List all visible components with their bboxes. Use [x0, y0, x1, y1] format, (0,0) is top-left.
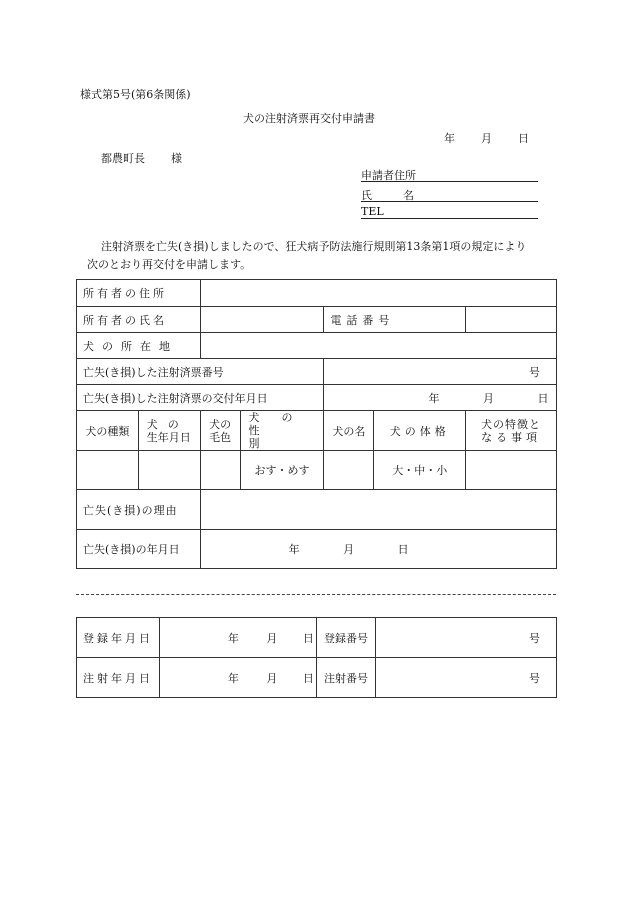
form-number: 様式第5号(第6条関係): [80, 88, 191, 101]
inj-day-label: 日: [302, 671, 314, 685]
inj-month-label: 月: [266, 671, 278, 685]
birth-date-field[interactable]: [138, 451, 200, 490]
date-year-label: 年: [444, 132, 455, 145]
reg-year-label: 年: [227, 631, 239, 645]
injection-date-label: 注射年月日: [77, 658, 160, 698]
go-label: 号: [529, 365, 540, 379]
phone-number-label: 電話番号: [324, 307, 466, 333]
phone-number-field[interactable]: [466, 307, 557, 333]
owner-name-row: [77, 307, 557, 333]
col-color-line2: 毛色: [209, 430, 232, 444]
loss-reason-label: 亡失(き損)の理由: [77, 490, 201, 530]
month-label: 月: [482, 391, 494, 405]
honorific: 様: [171, 152, 182, 165]
loss-date-label: 亡失(き損)の年月日: [77, 530, 201, 569]
day-label: 日: [537, 391, 549, 405]
applicant-address-label: 申請者住所: [361, 169, 416, 182]
loss-day-label: 日: [397, 543, 409, 556]
owner-address-label: 所有者の住所: [77, 280, 201, 307]
dog-detail-header-row: [77, 411, 557, 451]
lost-tag-number-row: [77, 359, 557, 385]
owner-address-field[interactable]: [200, 280, 556, 307]
injection-number-label: 注射番号: [316, 658, 376, 698]
owner-name-field[interactable]: [200, 307, 324, 333]
cut-line-divider: [76, 594, 556, 595]
loss-date-field[interactable]: [200, 530, 556, 569]
registration-number-field[interactable]: [376, 618, 557, 658]
col-color-header: [200, 411, 240, 451]
application-date: [444, 130, 455, 146]
loss-year-label: 年: [288, 543, 300, 556]
sex-field[interactable]: おす・めす: [240, 451, 324, 490]
office-use-table: [76, 617, 557, 698]
applicant-name-label-1: 氏: [361, 189, 372, 202]
body-text-line1: 注射済票を亡失(き損)しましたので、狂犬病予防法施行規則第13条第1項の規定により: [101, 240, 527, 253]
registration-date-label: 登録年月日: [77, 618, 160, 658]
injection-number-field[interactable]: [376, 658, 557, 698]
applicant-tel-line: [361, 218, 538, 219]
lost-tag-number-label: 亡失(き損)した注射済票番号: [77, 359, 324, 385]
owner-name-label: 所有者の氏名: [77, 307, 201, 333]
features-field[interactable]: [466, 451, 557, 490]
col-sex-header: [240, 411, 324, 451]
reg-go-label: 号: [529, 631, 540, 645]
body-text-line2: 次のとおり再交付を申請します。: [87, 258, 252, 271]
dog-name-field[interactable]: [324, 451, 374, 490]
dog-location-field[interactable]: [200, 333, 556, 359]
loss-month-label: 月: [343, 543, 355, 556]
col-features-header: [466, 411, 557, 451]
applicant-name-label-2: 名: [403, 189, 414, 202]
application-table: [76, 279, 557, 569]
col-birth-line1: 犬の: [146, 417, 189, 431]
lost-tag-number-field[interactable]: [324, 359, 557, 385]
registration-number-label: 登録番号: [316, 618, 376, 658]
injection-row: [77, 658, 557, 698]
col-birth-header: [138, 411, 200, 451]
lost-tag-issue-date-label: 亡失(き損)した注射済票の交付年月日: [77, 385, 324, 411]
inj-year-label: 年: [227, 671, 239, 685]
year-label: 年: [428, 391, 440, 405]
breed-field[interactable]: [77, 451, 139, 490]
addressee: 都農町長: [101, 152, 145, 165]
col-sex-line1: 犬の: [248, 411, 315, 424]
injection-date-field[interactable]: [159, 658, 316, 698]
lost-tag-issue-date-row: [77, 385, 557, 411]
owner-address-row: [77, 280, 557, 307]
applicant-tel-label: TEL: [361, 205, 384, 218]
lost-tag-issue-date-field[interactable]: [324, 385, 557, 411]
loss-reason-row: [77, 490, 557, 530]
col-size-header: 犬の体格: [374, 411, 466, 451]
col-breed-header: 犬の種類: [77, 411, 139, 451]
col-birth-line2: 生年月日: [146, 430, 191, 444]
loss-reason-field[interactable]: [200, 490, 556, 530]
col-color-line1: 犬の: [209, 417, 232, 431]
color-field[interactable]: [200, 451, 240, 490]
reg-month-label: 月: [266, 631, 278, 645]
size-field[interactable]: 大・中・小: [374, 451, 466, 490]
reg-day-label: 日: [302, 631, 314, 645]
col-name-header: 犬の名: [324, 411, 374, 451]
date-month-label: 月: [481, 132, 492, 145]
document-title: 犬の注射済票再交付申請書: [243, 112, 375, 125]
date-day-label: 日: [518, 132, 529, 145]
registration-row: [77, 618, 557, 658]
loss-date-row: [77, 530, 557, 569]
dog-location-label: 犬の所在地: [77, 333, 201, 359]
col-sex-line2: 性別: [248, 424, 304, 450]
inj-go-label: 号: [529, 671, 540, 685]
col-features-line1: 犬の特徴と: [481, 417, 542, 431]
applicant-address-line: [361, 181, 538, 182]
col-features-line2: なる事項: [481, 430, 542, 444]
dog-location-row: [77, 333, 557, 359]
applicant-name-line: [361, 201, 538, 202]
dog-detail-input-row: [77, 451, 557, 490]
registration-date-field[interactable]: [159, 618, 316, 658]
